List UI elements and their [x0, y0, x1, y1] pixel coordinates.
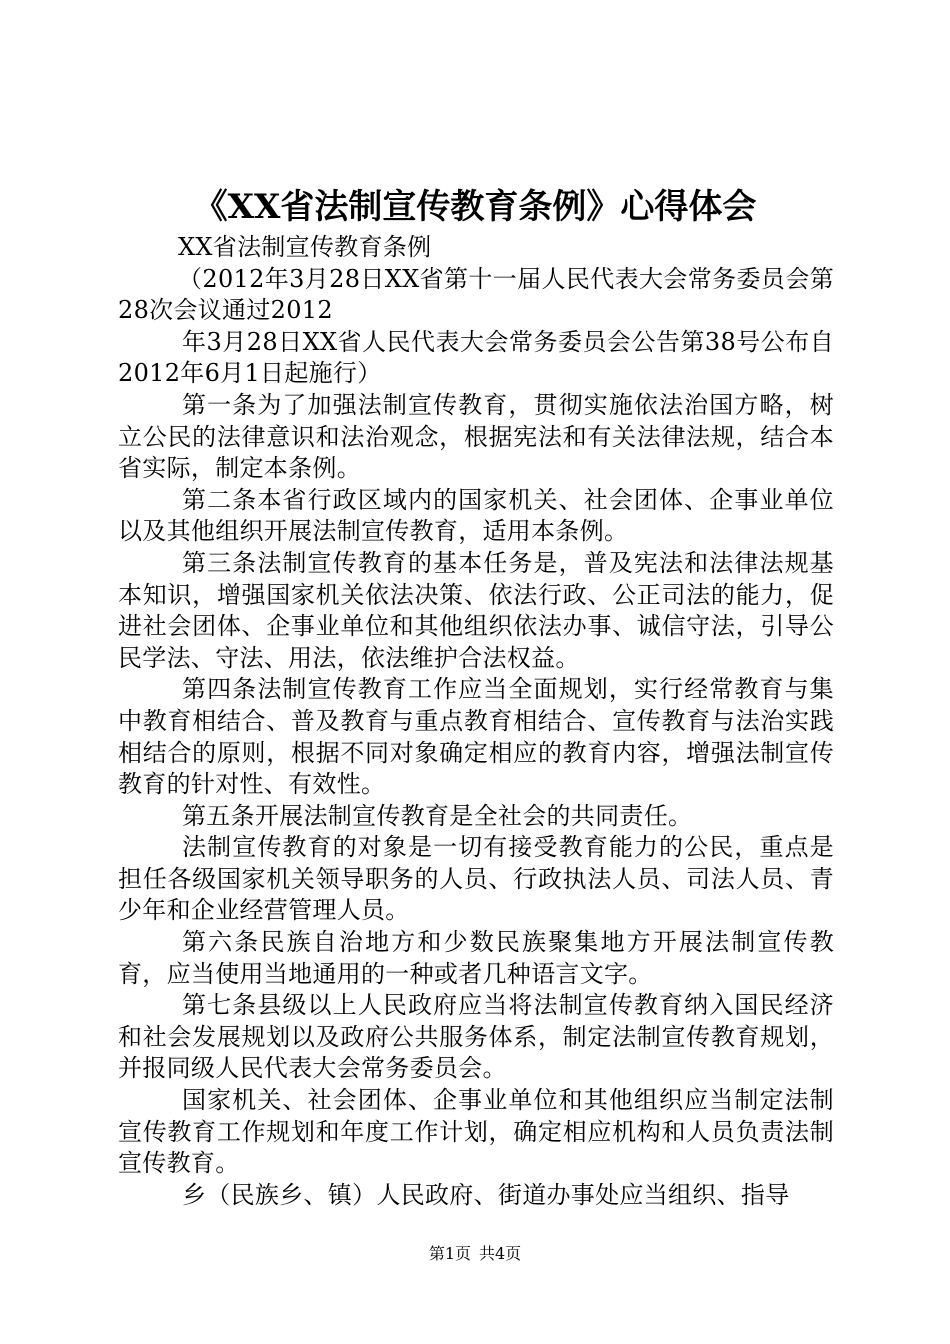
- paragraph: 第三条法制宣传教育的基本任务是，普及宪法和法律法规基本知识，增强国家机关依法决策、依法行政、公正司法的能力，促进社会团体、企事业单位和其他组织依法办事、诚信守法，引导公民学法、守法、用法，依法维护合法权益。: [118, 548, 834, 672]
- paragraph: （2012年3月28日XX省第十一届人民代表大会常务委员会第28次会议通过2012: [118, 264, 834, 325]
- paragraph: 国家机关、社会团体、企事业单位和其他组织应当制定法制宣传教育工作规划和年度工作计划，确定相应机构和人员负责法制宣传教育。: [118, 1086, 834, 1178]
- paragraph: 年3月28日XX省人民代表大会常务委员会公告第38号公布自2012年6月1日起施行）: [118, 327, 834, 388]
- page-total: 共4页: [479, 1244, 522, 1263]
- paragraph: 第六条民族自治地方和少数民族聚集地方开展法制宣传教育，应当使用当地通用的一种或者几种语言文字。: [118, 928, 834, 988]
- document-body: [118, 232, 834, 1211]
- paragraph: 乡（民族乡、镇）人民政府、街道办事处应当组织、指导: [182, 1180, 790, 1209]
- paragraph: 第一条为了加强法制宣传教育，贯彻实施依法治国方略，树立公民的法律意识和法治观念，根据宪法和有关法律法规，结合本省实际，制定本条例。: [118, 390, 834, 483]
- paragraph: 第四条法制宣传教育工作应当全面规划，实行经常教育与集中教育相结合、普及教育与重点教育相结合、宣传教育与法治实践相结合的原则，根据不同对象确定相应的教育内容，增强法制宣传教育的针对性、有效性。: [118, 675, 834, 799]
- document-title: 《XX省法制宣传教育条例》心得体会: [193, 187, 757, 227]
- paragraph: 第二条本省行政区域内的国家机关、社会团体、企事业单位以及其他组织开展法制宣传教育，适用本条例。: [118, 485, 834, 546]
- paragraph: 第七条县级以上人民政府应当将法制宣传教育纳入国民经济和社会发展规划以及政府公共服务体系，制定法制宣传教育规划，并报同级人民代表大会常务委员会。: [118, 991, 834, 1083]
- paragraph: 第五条开展法制宣传教育是全社会的共同责任。: [182, 801, 693, 830]
- paragraph: XX省法制宣传教育条例: [178, 233, 432, 261]
- page-footer: [0, 1243, 950, 1265]
- page-number: 第1页: [428, 1244, 471, 1263]
- paragraph: 法制宣传教育的对象是一切有接受教育能力的公民，重点是担任各级国家机关领导职务的人员、行政执法人员、司法人员、青少年和企业经营管理人员。: [118, 833, 834, 925]
